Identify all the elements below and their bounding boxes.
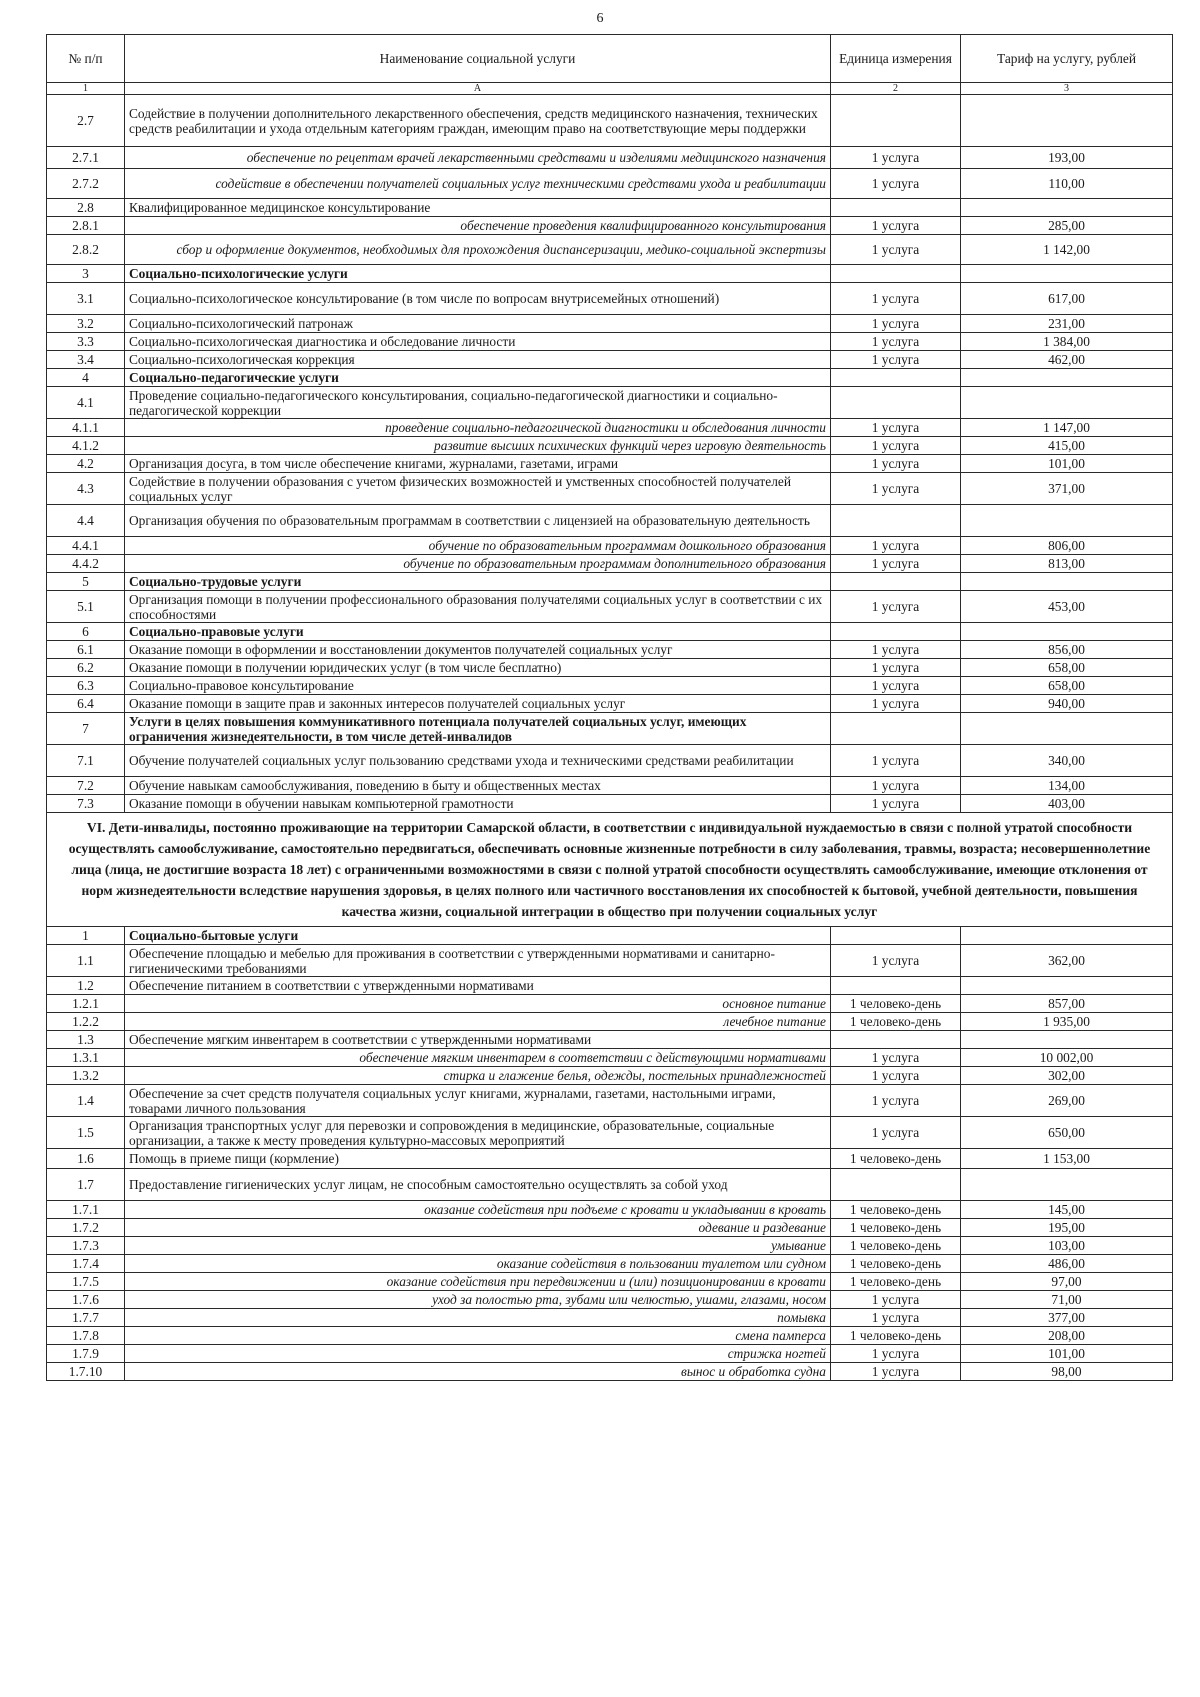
unit-of-measure: 1 человеко-день	[831, 1255, 961, 1273]
table-row	[47, 659, 1173, 677]
tariff-value: 1 384,00	[961, 333, 1173, 351]
row-number: 1.7.2	[47, 1219, 125, 1237]
table-row	[47, 1013, 1173, 1031]
table-row	[47, 795, 1173, 813]
row-number: 1.7.10	[47, 1363, 125, 1381]
tariff-value: 193,00	[961, 147, 1173, 169]
service-name: оказание содействия при подъеме с кровати и укладывании в кровать	[125, 1201, 831, 1219]
unit-of-measure	[831, 927, 961, 945]
tariff-value: 302,00	[961, 1067, 1173, 1085]
row-number: 1.7.9	[47, 1345, 125, 1363]
table-row	[47, 927, 1173, 945]
row-number: 4.2	[47, 455, 125, 473]
service-name: одевание и раздевание	[125, 1219, 831, 1237]
service-name: Организация транспортных услуг для перевозки и сопровождения в медицинские, образовательные, социальные организации, а также к месту проведения культурно-массовых мероприятий	[125, 1117, 831, 1149]
service-name: обучение по образовательным программам дошкольного образования	[125, 537, 831, 555]
unit-of-measure: 1 услуга	[831, 945, 961, 977]
tariff-value	[961, 199, 1173, 217]
unit-of-measure: 1 человеко-день	[831, 1219, 961, 1237]
unit-of-measure: 1 человеко-день	[831, 1327, 961, 1345]
unit-of-measure: 1 услуга	[831, 419, 961, 437]
table-row	[47, 283, 1173, 315]
tariff-value: 103,00	[961, 1237, 1173, 1255]
index-name: А	[125, 83, 831, 95]
unit-of-measure: 1 услуга	[831, 1117, 961, 1149]
row-number: 7	[47, 713, 125, 745]
section-title-row	[47, 813, 1173, 927]
table-row	[47, 777, 1173, 795]
table-row	[47, 995, 1173, 1013]
service-name: Обучение навыкам самообслуживания, поведению в быту и общественных местах	[125, 777, 831, 795]
tariff-value: 453,00	[961, 591, 1173, 623]
row-number: 1.7.1	[47, 1201, 125, 1219]
table-header-row	[47, 35, 1173, 83]
row-number: 4.4	[47, 505, 125, 537]
row-number: 3.1	[47, 283, 125, 315]
unit-of-measure	[831, 265, 961, 283]
tariff-value: 231,00	[961, 315, 1173, 333]
row-number: 1	[47, 927, 125, 945]
unit-of-measure: 1 услуга	[831, 351, 961, 369]
unit-of-measure: 1 услуга	[831, 555, 961, 573]
service-name: стрижка ногтей	[125, 1345, 831, 1363]
unit-of-measure: 1 услуга	[831, 437, 961, 455]
header-unit: Единица измерения	[831, 35, 961, 83]
table-row	[47, 1085, 1173, 1117]
row-number: 1.7.8	[47, 1327, 125, 1345]
unit-of-measure: 1 услуга	[831, 235, 961, 265]
tariff-value	[961, 95, 1173, 147]
service-name: Социально-правовое консультирование	[125, 677, 831, 695]
row-number: 6.1	[47, 641, 125, 659]
unit-of-measure	[831, 369, 961, 387]
unit-of-measure: 1 услуга	[831, 591, 961, 623]
row-number: 1.7.4	[47, 1255, 125, 1273]
row-number: 1.3.1	[47, 1049, 125, 1067]
tariff-value: 658,00	[961, 659, 1173, 677]
service-name: Обеспечение питанием в соответствии с утвержденными нормативами	[125, 977, 831, 995]
row-number: 1.2.2	[47, 1013, 125, 1031]
tariff-value	[961, 623, 1173, 641]
column-index-row	[47, 83, 1173, 95]
table-row	[47, 351, 1173, 369]
row-number: 3.4	[47, 351, 125, 369]
service-name: обеспечение проведения квалифицированного консультирования	[125, 217, 831, 235]
table-row	[47, 1309, 1173, 1327]
table-row	[47, 573, 1173, 591]
header-num: № п/п	[47, 35, 125, 83]
section-title: VI. Дети-инвалиды, постоянно проживающие на территории Самарской области, в соответствии с индивидуальной нуждаемостью в связи с полной утратой способности осуществлять самообслуживание, самостоятельно передвигаться, обеспечивать основные жизненные потребности в силу заболевания, травмы, возраста; несовершеннолетние лица (лица, не достигшие возраста 18 лет) с ограниченными возможностями в связи с полной утратой способности осуществлять самообслуживание, имеющие отклонения от норм жизнедеятельности вследствие нарушения здоровья, в целях полного или частичного восстановления их способностей к бытовой, учебной деятельности, повышения качества жизни, социальной интеграции в общество при получении социальных услуг	[47, 813, 1173, 927]
unit-of-measure: 1 услуга	[831, 333, 961, 351]
service-name: Проведение социально-педагогического консультирования, социально-педагогической диагностики и социально-педагогической коррекции	[125, 387, 831, 419]
row-number: 1.3.2	[47, 1067, 125, 1085]
service-name: оказание содействия в пользовании туалетом или судном	[125, 1255, 831, 1273]
service-name: обеспечение мягким инвентарем в соответствии с действующими нормативами	[125, 1049, 831, 1067]
tariff-value: 101,00	[961, 1345, 1173, 1363]
row-number: 7.2	[47, 777, 125, 795]
row-number: 2.7	[47, 95, 125, 147]
unit-of-measure	[831, 977, 961, 995]
row-number: 1.7	[47, 1169, 125, 1201]
row-number: 2.8	[47, 199, 125, 217]
tariff-value: 1 153,00	[961, 1149, 1173, 1169]
service-name: Содействие в получении дополнительного лекарственного обеспечения, средств медицинского назначения, технических средств реабилитации и ухода отдельным категориям граждан, имеющим право на соответствующие меры поддержки	[125, 95, 831, 147]
table-row	[47, 623, 1173, 641]
row-number: 6	[47, 623, 125, 641]
table-row	[47, 369, 1173, 387]
table-row	[47, 333, 1173, 351]
unit-of-measure: 1 человеко-день	[831, 1201, 961, 1219]
row-number: 4.3	[47, 473, 125, 505]
unit-of-measure	[831, 1169, 961, 1201]
table-row	[47, 1255, 1173, 1273]
row-number: 3.2	[47, 315, 125, 333]
unit-of-measure	[831, 573, 961, 591]
unit-of-measure: 1 услуга	[831, 695, 961, 713]
service-name: Обеспечение мягким инвентарем в соответствии с утвержденными нормативами	[125, 1031, 831, 1049]
tariff-value: 269,00	[961, 1085, 1173, 1117]
service-name: проведение социально-педагогической диагностики и обследования личности	[125, 419, 831, 437]
service-name: Социально-психологический патронаж	[125, 315, 831, 333]
table-row	[47, 641, 1173, 659]
table-row	[47, 1067, 1173, 1085]
tariff-value: 415,00	[961, 437, 1173, 455]
row-number: 4.1.1	[47, 419, 125, 437]
table-row	[47, 591, 1173, 623]
service-name: Предоставление гигиенических услуг лицам, не способным самостоятельно осуществлять за собой уход	[125, 1169, 831, 1201]
unit-of-measure	[831, 623, 961, 641]
service-name: уход за полостью рта, зубами или челюстью, ушами, глазами, носом	[125, 1291, 831, 1309]
unit-of-measure: 1 человеко-день	[831, 1013, 961, 1031]
table-row	[47, 473, 1173, 505]
table-row	[47, 419, 1173, 437]
header-name: Наименование социальной услуги	[125, 35, 831, 83]
unit-of-measure	[831, 95, 961, 147]
service-name: умывание	[125, 1237, 831, 1255]
table-row	[47, 945, 1173, 977]
table-row	[47, 977, 1173, 995]
unit-of-measure: 1 человеко-день	[831, 995, 961, 1013]
tariff-value	[961, 1031, 1173, 1049]
tariff-value: 285,00	[961, 217, 1173, 235]
unit-of-measure: 1 услуга	[831, 641, 961, 659]
table-row	[47, 1345, 1173, 1363]
unit-of-measure: 1 услуга	[831, 147, 961, 169]
row-number: 6.4	[47, 695, 125, 713]
tariff-value: 806,00	[961, 537, 1173, 555]
unit-of-measure: 1 услуга	[831, 169, 961, 199]
unit-of-measure: 1 услуга	[831, 315, 961, 333]
table-row	[47, 537, 1173, 555]
table-row	[47, 1237, 1173, 1255]
row-number: 4	[47, 369, 125, 387]
table-row	[47, 235, 1173, 265]
index-price: 3	[961, 83, 1173, 95]
row-number: 5	[47, 573, 125, 591]
table-row	[47, 1273, 1173, 1291]
table-row	[47, 695, 1173, 713]
unit-of-measure: 1 услуга	[831, 1085, 961, 1117]
tariff-value: 145,00	[961, 1201, 1173, 1219]
service-name: Организация обучения по образовательным программам в соответствии с лицензией на образовательную деятельность	[125, 505, 831, 537]
row-number: 6.3	[47, 677, 125, 695]
row-number: 1.6	[47, 1149, 125, 1169]
service-name: Квалифицированное медицинское консультирование	[125, 199, 831, 217]
row-number: 4.4.1	[47, 537, 125, 555]
row-number: 6.2	[47, 659, 125, 677]
table-row	[47, 265, 1173, 283]
tariff-value: 486,00	[961, 1255, 1173, 1273]
row-number: 1.7.7	[47, 1309, 125, 1327]
row-number: 1.7.5	[47, 1273, 125, 1291]
row-number: 4.1.2	[47, 437, 125, 455]
tariff-value: 340,00	[961, 745, 1173, 777]
row-number: 1.2.1	[47, 995, 125, 1013]
table-row	[47, 1031, 1173, 1049]
row-number: 2.7.1	[47, 147, 125, 169]
tariff-value: 462,00	[961, 351, 1173, 369]
row-number: 2.8.2	[47, 235, 125, 265]
tariff-value: 857,00	[961, 995, 1173, 1013]
tariff-value: 1 142,00	[961, 235, 1173, 265]
tariff-value: 650,00	[961, 1117, 1173, 1149]
header-price: Тариф на услугу, рублей	[961, 35, 1173, 83]
table-row	[47, 745, 1173, 777]
table-row	[47, 677, 1173, 695]
unit-of-measure: 1 услуга	[831, 1309, 961, 1327]
service-name: Содействие в получении образования с учетом физических возможностей и умственных способностей получателей социальных услуг	[125, 473, 831, 505]
table-row	[47, 1219, 1173, 1237]
unit-of-measure	[831, 199, 961, 217]
unit-of-measure: 1 услуга	[831, 745, 961, 777]
tariff-value: 98,00	[961, 1363, 1173, 1381]
table-row	[47, 199, 1173, 217]
table-row	[47, 315, 1173, 333]
service-name: Социально-психологическая диагностика и обследование личности	[125, 333, 831, 351]
row-number: 1.5	[47, 1117, 125, 1149]
tariff-value: 371,00	[961, 473, 1173, 505]
row-number: 1.3	[47, 1031, 125, 1049]
table-row	[47, 1363, 1173, 1381]
table-row	[47, 1117, 1173, 1149]
service-name: Социально-психологическое консультирование (в том числе по вопросам внутрисемейных отношений)	[125, 283, 831, 315]
row-number: 1.7.3	[47, 1237, 125, 1255]
row-number: 3	[47, 265, 125, 283]
service-name: лечебное питание	[125, 1013, 831, 1031]
tariff-value: 97,00	[961, 1273, 1173, 1291]
service-name: Помощь в приеме пищи (кормление)	[125, 1149, 831, 1169]
unit-of-measure: 1 услуга	[831, 1067, 961, 1085]
unit-of-measure: 1 человеко-день	[831, 1273, 961, 1291]
unit-of-measure: 1 услуга	[831, 795, 961, 813]
table-row	[47, 1149, 1173, 1169]
unit-of-measure: 1 услуга	[831, 455, 961, 473]
service-name: Организация помощи в получении профессионального образования получателями социальных услуг в соответствии с их способностями	[125, 591, 831, 623]
unit-of-measure: 1 услуга	[831, 1049, 961, 1067]
service-name: Социально-психологические услуги	[125, 265, 831, 283]
tariff-value: 377,00	[961, 1309, 1173, 1327]
tariff-value: 813,00	[961, 555, 1173, 573]
row-number: 3.3	[47, 333, 125, 351]
tariff-value: 403,00	[961, 795, 1173, 813]
row-number: 1.7.6	[47, 1291, 125, 1309]
index-unit: 2	[831, 83, 961, 95]
unit-of-measure: 1 услуга	[831, 659, 961, 677]
service-name: Социально-педагогические услуги	[125, 369, 831, 387]
service-name: Оказание помощи в защите прав и законных интересов получателей социальных услуг	[125, 695, 831, 713]
service-name: Оказание помощи в получении юридических услуг (в том числе бесплатно)	[125, 659, 831, 677]
row-number: 1.1	[47, 945, 125, 977]
service-name: Организация досуга, в том числе обеспечение книгами, журналами, газетами, играми	[125, 455, 831, 473]
table-row	[47, 437, 1173, 455]
service-name: оказание содействия при передвижении и (или) позиционировании в кровати	[125, 1273, 831, 1291]
table-row	[47, 713, 1173, 745]
service-name: Услуги в целях повышения коммуникативного потенциала получателей социальных услуг, имеющих ограничения жизнедеятельности, в том числе детей-инвалидов	[125, 713, 831, 745]
service-name: помывка	[125, 1309, 831, 1327]
table-row	[47, 1291, 1173, 1309]
service-name: Социально-правовые услуги	[125, 623, 831, 641]
table-row	[47, 1049, 1173, 1067]
service-name: основное питание	[125, 995, 831, 1013]
tariff-value: 110,00	[961, 169, 1173, 199]
unit-of-measure	[831, 713, 961, 745]
tariff-table	[46, 34, 1173, 1381]
tariff-value: 362,00	[961, 945, 1173, 977]
unit-of-measure: 1 услуга	[831, 1363, 961, 1381]
row-number: 1.4	[47, 1085, 125, 1117]
tariff-value: 71,00	[961, 1291, 1173, 1309]
unit-of-measure: 1 услуга	[831, 677, 961, 695]
tariff-value	[961, 927, 1173, 945]
row-number: 7.3	[47, 795, 125, 813]
tariff-value: 101,00	[961, 455, 1173, 473]
tariff-value: 856,00	[961, 641, 1173, 659]
service-name: Обеспечение за счет средств получателя социальных услуг книгами, журналами, газетами, настольными играми, товарами личного пользования	[125, 1085, 831, 1117]
row-number: 7.1	[47, 745, 125, 777]
table-row	[47, 95, 1173, 147]
service-name: обеспечение по рецептам врачей лекарственными средствами и изделиями медицинского назначения	[125, 147, 831, 169]
tariff-value	[961, 713, 1173, 745]
unit-of-measure	[831, 387, 961, 419]
tariff-value	[961, 369, 1173, 387]
service-name: сбор и оформление документов, необходимых для прохождения диспансеризации, медико-социальной экспертизы	[125, 235, 831, 265]
tariff-value	[961, 505, 1173, 537]
unit-of-measure: 1 услуга	[831, 537, 961, 555]
row-number: 2.8.1	[47, 217, 125, 235]
unit-of-measure: 1 услуга	[831, 217, 961, 235]
tariff-value: 208,00	[961, 1327, 1173, 1345]
service-name: развитие высших психических функций через игровую деятельность	[125, 437, 831, 455]
table-row	[47, 217, 1173, 235]
service-name: Обеспечение площадью и мебелью для проживания в соответствии с утвержденными нормативами и санитарно-гигиеническими требованиями	[125, 945, 831, 977]
unit-of-measure: 1 услуга	[831, 473, 961, 505]
tariff-value: 940,00	[961, 695, 1173, 713]
unit-of-measure: 1 человеко-день	[831, 1149, 961, 1169]
tariff-value: 134,00	[961, 777, 1173, 795]
service-name: Оказание помощи в оформлении и восстановлении документов получателей социальных услуг	[125, 641, 831, 659]
tariff-value: 195,00	[961, 1219, 1173, 1237]
tariff-value	[961, 387, 1173, 419]
unit-of-measure: 1 услуга	[831, 1345, 961, 1363]
tariff-value: 617,00	[961, 283, 1173, 315]
table-row	[47, 455, 1173, 473]
service-name: Обучение получателей социальных услуг пользованию средствами ухода и техническими средствами реабилитации	[125, 745, 831, 777]
service-name: Социально-психологическая коррекция	[125, 351, 831, 369]
unit-of-measure: 1 человеко-день	[831, 1237, 961, 1255]
table-row	[47, 1169, 1173, 1201]
tariff-value	[961, 265, 1173, 283]
table-row	[47, 1327, 1173, 1345]
table-row	[47, 505, 1173, 537]
tariff-value: 1 935,00	[961, 1013, 1173, 1031]
tariff-value: 658,00	[961, 677, 1173, 695]
service-name: обучение по образовательным программам дополнительного образования	[125, 555, 831, 573]
row-number: 1.2	[47, 977, 125, 995]
row-number: 4.4.2	[47, 555, 125, 573]
unit-of-measure	[831, 1031, 961, 1049]
row-number: 2.7.2	[47, 169, 125, 199]
unit-of-measure	[831, 505, 961, 537]
service-name: вынос и обработка судна	[125, 1363, 831, 1381]
service-name: Социально-трудовые услуги	[125, 573, 831, 591]
table-row	[47, 169, 1173, 199]
tariff-value	[961, 977, 1173, 995]
unit-of-measure: 1 услуга	[831, 1291, 961, 1309]
service-name: Оказание помощи в обучении навыкам компьютерной грамотности	[125, 795, 831, 813]
unit-of-measure: 1 услуга	[831, 283, 961, 315]
service-name: содействие в обеспечении получателей социальных услуг техническими средствами ухода и реабилитации	[125, 169, 831, 199]
service-name: смена памперса	[125, 1327, 831, 1345]
table-row	[47, 555, 1173, 573]
tariff-value	[961, 573, 1173, 591]
service-name: Социально-бытовые услуги	[125, 927, 831, 945]
table-row	[47, 147, 1173, 169]
index-num: 1	[47, 83, 125, 95]
tariff-value: 1 147,00	[961, 419, 1173, 437]
table-row	[47, 387, 1173, 419]
row-number: 5.1	[47, 591, 125, 623]
tariff-value	[961, 1169, 1173, 1201]
table-row	[47, 1201, 1173, 1219]
page-number: 6	[596, 11, 604, 26]
service-name: стирка и глажение белья, одежды, постельных принадлежностей	[125, 1067, 831, 1085]
row-number: 4.1	[47, 387, 125, 419]
tariff-value: 10 002,00	[961, 1049, 1173, 1067]
unit-of-measure: 1 услуга	[831, 777, 961, 795]
